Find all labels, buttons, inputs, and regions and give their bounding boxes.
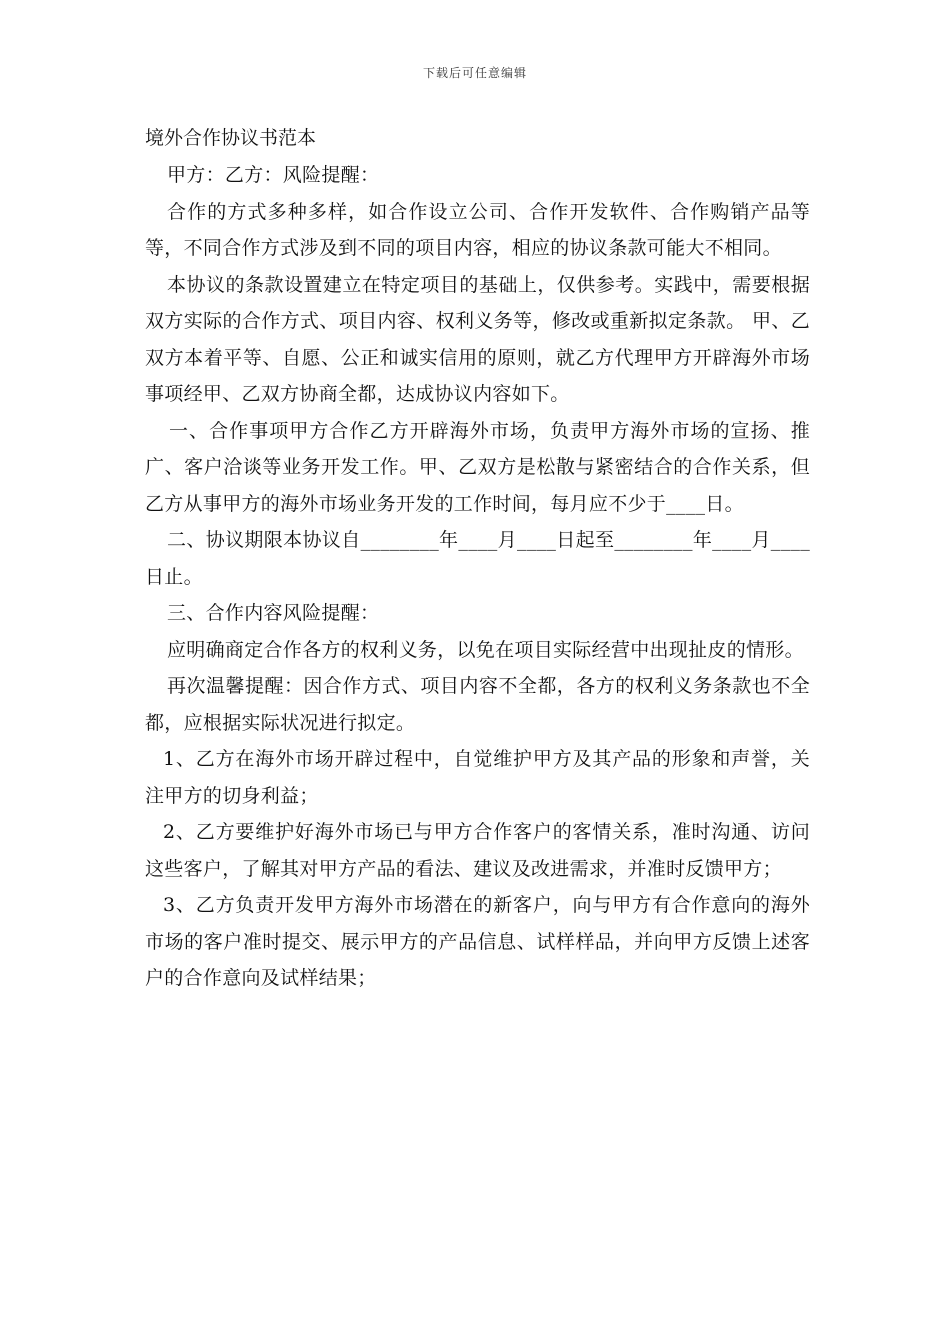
paragraph-clause-basis: 本协议的条款设置建立在特定项目的基础上，仅供参考。实践中，需要根据双方实际的合作方式、项目内容、权利义务等，修改或重新拟定条款。 甲、乙双方本着平等、自愿、公正和诚实信用的原则，就乙方代理甲方开辟海外市场事项经甲、乙双方协商全都，达成协议内容如下。 [145,273,810,405]
paragraph-parties: 甲方：乙方：风险提醒： [167,164,380,186]
paragraph-section-1: 一、合作事项甲方合作乙方开辟海外市场，负责甲方海外市场的宣扬、推广、客户洽谈等业务开发工作。甲、乙双方是松散与紧密结合的合作关系，但乙方从事甲方的海外市场业务开发的工作时间，每月应不少于____日。 [145,419,810,515]
paragraph-section-3: 三、合作内容风险提醒： [167,602,380,624]
paragraph-cooperation-methods: 合作的方式多种多样，如合作设立公司、合作开发软件、合作购销产品等等，不同合作方式涉及到不同的项目内容，相应的协议条款可能大不相同。 [145,200,810,259]
paragraph-rights-obligations: 应明确商定合作各方的权利义务，以免在项目实际经营中出现扯皮的情形。 [167,638,804,661]
page-header: 下载后可任意编辑 [422,66,527,80]
paragraph-section-2: 二、协议期限本协议自________年____月____日起至________年____月____日止。 [145,529,810,588]
document-body [145,120,810,997]
paragraph-reminder: 再次温馨提醒：因合作方式、项目内容不全都，各方的权利义务条款也不全都，应根据实际状况进行拟定。 [145,675,810,734]
paragraph-item-3: 3、乙方负责开发甲方海外市场潜在的新客户，向与甲方有合作意向的海外市场的客户准时提交、展示甲方的产品信息、试样样品，并向甲方反馈上述客户的合作意向及试样结果； [145,894,810,989]
paragraph-item-2: 2、乙方要维护好海外市场已与甲方合作客户的客情关系，准时沟通、访问这些客户，了解其对甲方产品的看法、建议及改进需求，并准时反馈甲方； [145,821,810,880]
document-title: 境外合作协议书范本 [145,127,317,149]
paragraph-item-1: 1、乙方在海外市场开辟过程中，自觉维护甲方及其产品的形象和声誉，关注甲方的切身利益； [145,748,810,807]
